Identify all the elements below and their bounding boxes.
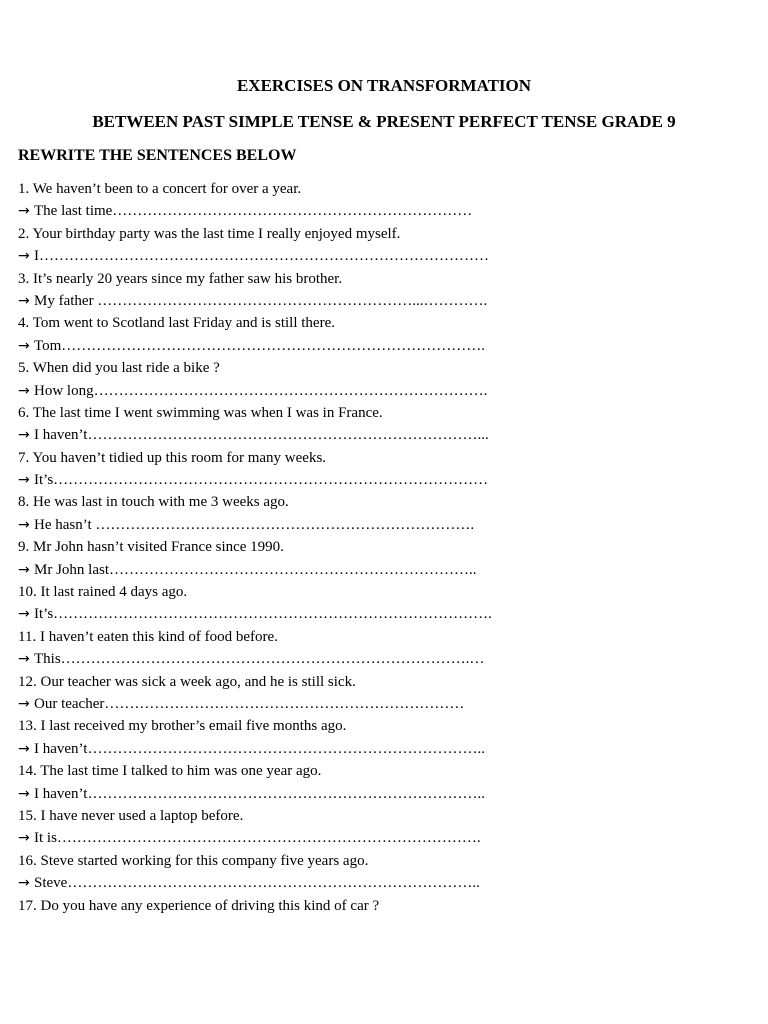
answer-line xyxy=(18,603,758,625)
right-arrow-icon: → xyxy=(18,292,30,309)
right-arrow-icon: → xyxy=(18,740,30,757)
answer-line xyxy=(18,783,758,805)
exercise-sentence: 3. It’s nearly 20 years since my father saw his brother. xyxy=(18,270,343,287)
answer-line xyxy=(18,738,758,760)
right-arrow-icon: → xyxy=(18,561,30,578)
exercise-item xyxy=(18,223,758,268)
right-arrow-icon: → xyxy=(18,606,30,623)
exercise-item xyxy=(18,178,758,223)
exercise-sentence: 11. I haven’t eaten this kind of food before. xyxy=(18,628,278,645)
exercise-item xyxy=(18,671,758,716)
answer-line xyxy=(18,200,758,222)
answer-line xyxy=(18,648,758,670)
answer-line xyxy=(18,469,758,491)
exercise-sentence: 7. You haven’t tidied up this room for many weeks. xyxy=(18,449,327,466)
exercise-list xyxy=(18,178,758,917)
answer-line xyxy=(18,290,758,312)
answer-line xyxy=(18,827,758,849)
worksheet-title: EXERCISES ON TRANSFORMATION xyxy=(236,76,532,95)
exercise-item xyxy=(18,581,758,626)
right-arrow-icon: → xyxy=(18,651,30,668)
answer-prompt: My father ………………………………………………………...…………. xyxy=(34,292,488,309)
exercise-item xyxy=(18,312,758,357)
exercise-sentence: 8. He was last in touch with me 3 weeks ago. xyxy=(18,494,289,511)
right-arrow-icon: → xyxy=(18,337,30,354)
exercise-item xyxy=(18,491,758,536)
right-arrow-icon: → xyxy=(18,382,30,399)
right-arrow-icon: → xyxy=(18,427,30,444)
right-arrow-icon: → xyxy=(18,875,30,892)
exercise-item xyxy=(18,850,758,895)
exercise-sentence: 2. Your birthday party was the last time I really enjoyed myself. xyxy=(18,225,401,242)
answer-prompt: He hasn’t …………………………………………………………………. xyxy=(34,516,475,533)
exercise-sentence: 15. I have never used a laptop before. xyxy=(18,807,244,824)
answer-line xyxy=(18,424,758,446)
answer-prompt: This……………………………………………………………………….… xyxy=(34,651,485,668)
exercise-item xyxy=(18,715,758,760)
exercise-item xyxy=(18,805,758,850)
right-arrow-icon: → xyxy=(18,785,30,802)
answer-prompt: Tom…………………………………………………………………………. xyxy=(34,337,486,354)
answer-prompt: Steve……………………………………………………………………….. xyxy=(34,875,480,892)
exercise-item xyxy=(18,447,758,492)
exercise-sentence: 5. When did you last ride a bike ? xyxy=(18,360,220,377)
exercise-item xyxy=(18,268,758,313)
exercise-sentence: 14. The last time I talked to him was one year ago. xyxy=(18,763,322,780)
exercise-item xyxy=(18,895,758,917)
answer-prompt: I haven’t…………………………………………………………………….. xyxy=(34,740,485,757)
exercise-sentence: 16. Steve started working for this company five years ago. xyxy=(18,852,369,869)
exercise-item xyxy=(18,760,758,805)
answer-prompt: How long……………………………………………………………………. xyxy=(34,382,488,399)
right-arrow-icon: → xyxy=(18,516,30,533)
exercise-item xyxy=(18,626,758,671)
exercise-sentence: 4. Tom went to Scotland last Friday and is still there. xyxy=(18,315,335,332)
answer-prompt: I……………………………………………………………………………… xyxy=(34,248,489,265)
answer-line xyxy=(18,380,758,402)
instruction-heading: REWRITE THE SENTENCES BELOW xyxy=(18,147,297,164)
right-arrow-icon: → xyxy=(18,248,30,265)
exercise-item xyxy=(18,536,758,581)
right-arrow-icon: → xyxy=(18,830,30,847)
exercise-sentence: 13. I last received my brother’s email five months ago. xyxy=(18,718,347,735)
answer-line xyxy=(18,872,758,894)
answer-line xyxy=(18,514,758,536)
answer-line xyxy=(18,693,758,715)
right-arrow-icon: → xyxy=(18,695,30,712)
exercise-sentence: 6. The last time I went swimming was when I was in France. xyxy=(18,404,383,421)
right-arrow-icon: → xyxy=(18,203,30,220)
right-arrow-icon: → xyxy=(18,472,30,489)
answer-line xyxy=(18,559,758,581)
answer-prompt: I haven’t……………………………………………………………………... xyxy=(34,427,489,444)
answer-prompt: Mr John last……………………………………………………………….. xyxy=(34,561,477,578)
answer-prompt: It is…………………………………………………………………………. xyxy=(34,830,481,847)
exercise-sentence: 9. Mr John hasn’t visited France since 1990. xyxy=(18,539,284,556)
answer-prompt: It’s…………………………………………………………………………… xyxy=(34,472,489,489)
answer-prompt: The last time……………………………………………………………… xyxy=(34,203,473,220)
answer-prompt: Our teacher……………………………………………………………… xyxy=(34,695,465,712)
exercise-item xyxy=(18,357,758,402)
answer-line xyxy=(18,245,758,267)
exercise-item xyxy=(18,402,758,447)
exercise-sentence: 12. Our teacher was sick a week ago, and he is still sick. xyxy=(18,673,356,690)
exercise-sentence: 1. We haven’t been to a concert for over a year. xyxy=(18,181,302,197)
answer-line xyxy=(18,335,758,357)
worksheet-subtitle: BETWEEN PAST SIMPLE TENSE & PRESENT PERFECT TENSE GRADE 9 xyxy=(92,112,676,131)
exercise-sentence: 10. It last rained 4 days ago. xyxy=(18,584,188,601)
answer-prompt: It’s……………………………………………………………………………. xyxy=(34,606,492,623)
exercise-sentence: 17. Do you have any experience of driving this kind of car ? xyxy=(18,897,380,914)
answer-prompt: I haven’t…………………………………………………………………….. xyxy=(34,785,485,802)
